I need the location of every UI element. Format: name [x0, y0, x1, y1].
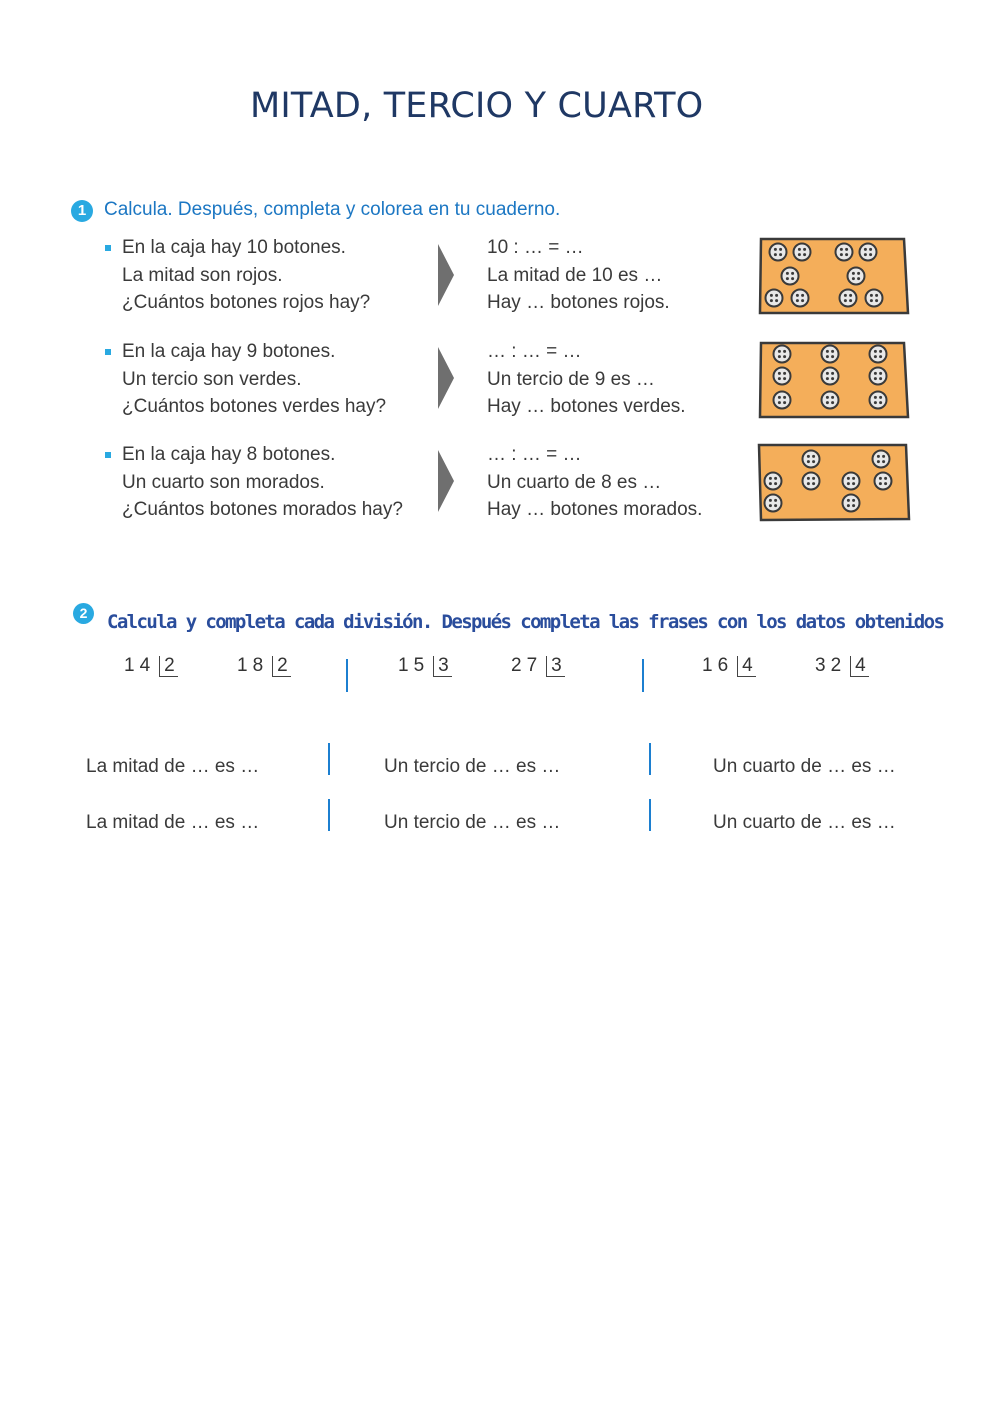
- button-icon: [770, 244, 787, 261]
- button-icon: [794, 244, 811, 261]
- statement-line: ¿Cuántos botones rojos hay?: [122, 292, 371, 313]
- statement-line: En la caja hay 8 botones.: [122, 444, 336, 465]
- answer-line[interactable]: Hay … botones rojos.: [487, 292, 670, 313]
- arrow-right-icon: [437, 450, 455, 512]
- sentence-third[interactable]: Un tercio de … es …: [384, 756, 561, 777]
- divisor: 3: [546, 656, 565, 677]
- column-separator: [649, 743, 651, 775]
- answer-line[interactable]: Un cuarto de 8 es …: [487, 471, 662, 493]
- answer-line[interactable]: Un tercio de 9 es …: [487, 368, 655, 390]
- problem-1-answer: [487, 234, 670, 317]
- problem-2-statement: [122, 338, 386, 421]
- button-box-2: [758, 340, 910, 420]
- button-icon: [866, 290, 883, 307]
- buttons-group: [774, 346, 887, 409]
- button-icon: [822, 392, 839, 409]
- button-icon: [782, 268, 799, 285]
- sentence-quarter[interactable]: Un cuarto de … es …: [713, 812, 896, 833]
- statement-line: En la caja hay 10 botones.: [122, 237, 346, 258]
- button-icon: [848, 268, 865, 285]
- problem-2-answer: [487, 338, 686, 421]
- dividend: 16: [702, 655, 734, 676]
- statement-line: Un tercio son verdes.: [122, 368, 302, 390]
- answer-line[interactable]: Hay … botones morados.: [487, 499, 703, 520]
- answer-line[interactable]: … : … = …: [487, 444, 582, 465]
- division-4[interactable]: [511, 655, 565, 677]
- button-icon: [765, 495, 782, 512]
- sentence-half[interactable]: La mitad de … es …: [86, 756, 260, 777]
- dividend: 32: [815, 655, 847, 676]
- button-icon: [875, 473, 892, 490]
- arrow-right-icon: [437, 244, 455, 306]
- answer-line[interactable]: 10 : … = …: [487, 237, 584, 258]
- dividend: 18: [237, 655, 269, 676]
- division-3[interactable]: [398, 655, 452, 677]
- divisor: 2: [159, 656, 178, 677]
- column-separator: [328, 743, 330, 775]
- button-icon: [843, 495, 860, 512]
- statement-line: ¿Cuántos botones verdes hay?: [122, 396, 387, 417]
- dividend: 15: [398, 655, 430, 676]
- button-icon: [803, 451, 820, 468]
- answer-line[interactable]: Hay … botones verdes.: [487, 396, 686, 417]
- button-icon: [840, 290, 857, 307]
- exercise-2-badge: 2: [73, 603, 94, 624]
- sentence-third[interactable]: Un tercio de … es …: [384, 812, 561, 833]
- arrow-right-icon: [437, 347, 455, 409]
- sentence-quarter[interactable]: Un cuarto de … es …: [713, 756, 896, 777]
- button-icon: [870, 392, 887, 409]
- problem-3-answer: [487, 441, 702, 524]
- division-2[interactable]: [237, 655, 291, 677]
- button-icon: [766, 290, 783, 307]
- divisor: 3: [433, 656, 452, 677]
- column-separator: [346, 659, 348, 692]
- divisor: 4: [850, 656, 869, 677]
- divisor: 2: [272, 656, 291, 677]
- bullet-icon: [105, 452, 111, 458]
- statement-line: En la caja hay 9 botones.: [122, 341, 336, 362]
- button-icon: [870, 346, 887, 363]
- divisor: 4: [737, 656, 756, 677]
- button-icon: [822, 346, 839, 363]
- exercise-1-badge: 1: [71, 200, 93, 222]
- column-separator: [649, 799, 651, 831]
- button-icon: [774, 368, 791, 385]
- button-icon: [843, 473, 860, 490]
- sentence-half[interactable]: La mitad de … es …: [86, 812, 260, 833]
- bullet-icon: [105, 245, 111, 251]
- answer-line[interactable]: … : … = …: [487, 341, 582, 362]
- problem-3-statement: [122, 441, 403, 524]
- button-icon: [774, 392, 791, 409]
- problem-1-statement: [122, 234, 370, 317]
- button-icon: [792, 290, 809, 307]
- division-5[interactable]: [702, 655, 756, 677]
- button-icon: [870, 368, 887, 385]
- dividend: 27: [511, 655, 543, 676]
- dividend: 14: [124, 655, 156, 676]
- division-1[interactable]: [124, 655, 178, 677]
- answer-line[interactable]: La mitad de 10 es …: [487, 264, 663, 286]
- button-box-3: [757, 443, 911, 523]
- button-icon: [822, 368, 839, 385]
- button-icon: [765, 473, 782, 490]
- division-6[interactable]: [815, 655, 869, 677]
- column-separator: [328, 799, 330, 831]
- button-icon: [774, 346, 791, 363]
- column-separator: [642, 659, 644, 692]
- button-icon: [803, 473, 820, 490]
- statement-line: ¿Cuántos botones morados hay?: [122, 499, 403, 520]
- button-icon: [873, 451, 890, 468]
- statement-line: Un cuarto son morados.: [122, 471, 325, 493]
- bullet-icon: [105, 349, 111, 355]
- page-title: MITAD, TERCIO Y CUARTO: [250, 86, 704, 126]
- button-box-1: [758, 236, 910, 316]
- exercise-2-instruction: Calcula y completa cada división. Después completa las frases con los datos obtenidos: [107, 611, 944, 633]
- statement-line: La mitad son rojos.: [122, 264, 283, 286]
- button-icon: [836, 244, 853, 261]
- exercise-1-instruction: Calcula. Después, completa y colorea en tu cuaderno.: [104, 199, 561, 220]
- button-icon: [860, 244, 877, 261]
